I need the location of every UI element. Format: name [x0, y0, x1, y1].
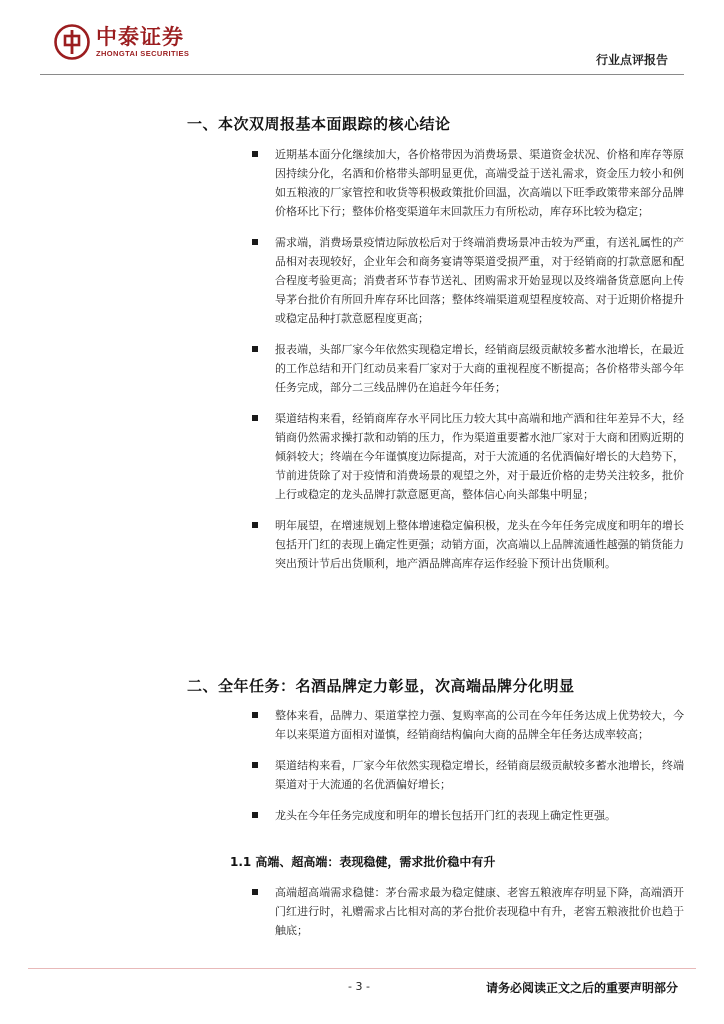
subsection-1-1-heading: 1.1 高端、超高端：表现稳健，需求批价稳中有升 [230, 855, 496, 869]
section-2-bullet-list [250, 706, 684, 825]
list-item: 近期基本面分化继续加大，各价格带因为消费场景、渠道资金状况、价格和库存等原因持续分化，名酒和价格带头部明显更优，高端受益于送礼需求，资金压力较小和例如五粮液的厂家管控和收货等积极政策批价回温，次高端以下旺季政策带来部分品牌价格环比下行；整体价格变渠道年末回款压力有所松动，库存环比较为稳定； [250, 145, 684, 221]
footer-disclaimer: 请务必阅读正文之后的重要声明部分 [485, 981, 678, 995]
list-item: 明年展望，在增速规划上整体增速稳定偏积极，龙头在今年任务完成度和明年的增长包括开门红的表现上确定性更强；动销方面，次高端以上品牌流通性越强的销货能力突出预计节后出货顺利，地产酒品牌高库存运作经验下预计出货顺利。 [250, 516, 684, 573]
company-logo [54, 24, 189, 60]
list-item: 需求端，消费场景疫情边际放松后对于终端消费场景冲击较为严重，有送礼属性的产品相对表现较好，企业年会和商务宴请等渠道受损严重，对于经销商的打款意愿和配合程度考验更高；消费者环节春节送礼、团购需求开始显现以及终端备货意愿向上传导茅台批价有所回升库存环比回落；整体终端渠道观望程度较高、对于近期价格提升或稳定品种打款意愿程度更高； [250, 233, 684, 328]
list-item: 高端超高端需求稳健：茅台需求最为稳定健康、老窖五粮液库存明显下降，高端酒开门红进行时，礼赠需求占比相对高的茅台批价表现稳中有升，老窖五粮液批价也趋于触底； [250, 883, 684, 940]
section-2-heading: 二、全年任务：名酒品牌定力彰显，次高端品牌分化明显 [187, 677, 575, 695]
page-number: - 3 - [348, 980, 370, 993]
list-item: 渠道结构来看，厂家今年依然实现稳定增长，经销商层级贡献较多蓄水池增长，终端渠道对于大流通的名优酒偏好增长； [250, 756, 684, 794]
logo-english-name: ZHONGTAI SECURITIES [96, 49, 190, 58]
report-type-label: 行业点评报告 [595, 53, 668, 67]
list-item: 龙头在今年任务完成度和明年的增长包括开门红的表现上确定性更强。 [250, 806, 684, 825]
list-item: 整体来看，品牌力、渠道掌控力强、复购率高的公司在今年任务达成上优势较大，今年以来渠道方面相对谨慎，经销商结构偏向大商的品牌全年任务达成率较高； [250, 706, 684, 744]
header-divider [40, 74, 684, 75]
list-item: 渠道结构来看，经销商库存水平同比压力较大其中高端和地产酒和往年差异不大，经销商仍然需求操打款和动销的压力，作为渠道重要蓄水池厂家对于大商和团购近期的倾斜较大；终端在今年谨慎度边际提高，对于大流通的名优酒偏好增长的大趋势下，节前进货除了对于疫情和消费场景的观望之外，对于最近价格的走势关注较多，批价上行或稳定的龙头品牌打款意愿更高，整体信心向头部集中明显； [250, 409, 684, 504]
zhongtai-logo-icon [54, 24, 90, 60]
logo-chinese-name: 中泰证券 [96, 25, 184, 49]
footer-divider [28, 968, 696, 969]
subsection-1-1-bullet-list [250, 883, 684, 940]
section-1-bullet-list [250, 145, 684, 573]
section-1-heading: 一、本次双周报基本面跟踪的核心结论 [187, 115, 451, 133]
list-item: 报表端，头部厂家今年依然实现稳定增长，经销商层级贡献较多蓄水池增长，在最近的工作总结和开门红动员来看厂家对于大商的重视程度不断提高；各价格带头部今年任务完成，部分二三线品牌仍在追赶今年任务； [250, 340, 684, 397]
page-header [0, 0, 724, 78]
